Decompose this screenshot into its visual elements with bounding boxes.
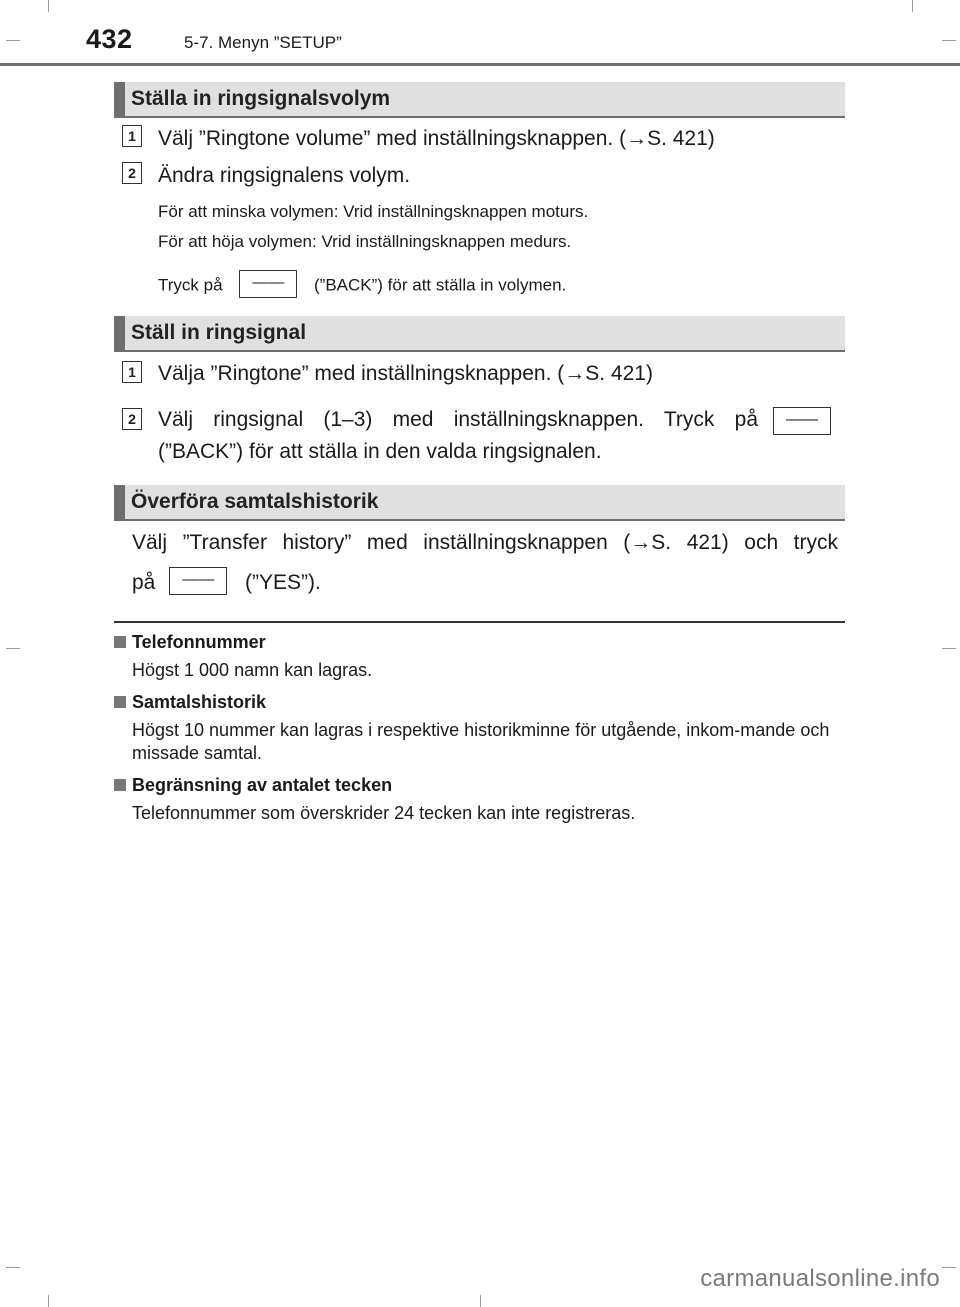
crop-mark [6, 648, 20, 649]
section-header-ringtone [114, 316, 845, 352]
step-text: Ändra ringsignalens volym. [158, 164, 411, 187]
info-heading [114, 692, 266, 713]
back-instruction [158, 272, 566, 300]
square-bullet-icon [114, 779, 126, 791]
step-number: 2 [122, 408, 142, 430]
chapter-title: 5-7. Menyn ”SETUP” [184, 33, 342, 52]
crop-mark [6, 1267, 20, 1268]
yes-button-icon: —— [169, 567, 227, 595]
step-text: Välj ”Transfer history” med inställningsknappen (→S. 421) och tryck [132, 531, 838, 554]
square-bullet-icon [114, 696, 126, 708]
crop-mark [48, 1295, 49, 1307]
instruction-text: på [132, 571, 156, 594]
watermark: carmanualsonline.info [700, 1265, 940, 1292]
section-bar [114, 485, 125, 519]
square-bullet-icon [114, 636, 126, 648]
info-heading-text: Begränsning av antalet tecken [132, 775, 393, 795]
yes-instruction [132, 567, 321, 599]
section-title: Ställa in ringsignalsvolym [131, 87, 391, 110]
info-body: Telefonnummer som överskrider 24 tecken kan inte registreras. [132, 803, 636, 823]
section-header-ringtone-volume [114, 82, 845, 118]
crop-mark [942, 1267, 956, 1268]
step-text: Välj ”Ringtone volume” med inställningsknappen. (→S. 421) [158, 127, 715, 150]
section-title: Överföra samtalshistorik [131, 490, 379, 513]
crop-mark [48, 0, 49, 12]
info-body: Högst 1 000 namn kan lagras. [132, 660, 373, 680]
step-number: 2 [122, 162, 142, 184]
section-title: Ställ in ringsignal [131, 321, 307, 344]
section-bar [114, 316, 125, 350]
instruction-text: (”YES”). [245, 571, 321, 594]
step-text: (”BACK”) för att ställa in den valda ringsignalen. [158, 440, 602, 463]
section-divider [114, 621, 845, 623]
back-button-icon: —— [773, 407, 831, 435]
step-number: 1 [122, 125, 142, 147]
note-text: För att minska volymen: Vrid inställningsknappen moturs. [158, 202, 589, 221]
crop-mark [942, 40, 956, 41]
info-heading [114, 775, 392, 796]
crop-mark [6, 40, 20, 41]
info-heading [114, 632, 266, 653]
section-header-transfer-history [114, 485, 845, 521]
info-heading-text: Samtalshistorik [132, 692, 267, 712]
page-number: 432 [86, 24, 133, 54]
note-text: För att höja volymen: Vrid inställningsknappen medurs. [158, 232, 572, 251]
crop-mark [912, 0, 913, 12]
section-bar [114, 82, 125, 116]
info-body: Högst 10 nummer kan lagras i respektive historikminne för utgående, inkom-mande och missade samtal. [132, 720, 830, 763]
header-rule [0, 63, 960, 66]
step-number: 1 [122, 361, 142, 383]
instruction-text: (”BACK”) för att ställa in volymen. [314, 275, 567, 295]
step-text: Välja ”Ringtone” med inställningsknappen. (→S. 421) [158, 362, 653, 385]
step-text: Välj ringsignal (1–3) med inställningsknappen. Tryck på [158, 408, 758, 431]
info-heading-text: Telefonnummer [132, 632, 266, 652]
back-button-icon: —— [239, 270, 297, 298]
instruction-text: Tryck på [158, 275, 223, 295]
crop-mark [942, 648, 956, 649]
crop-mark [480, 1295, 481, 1307]
